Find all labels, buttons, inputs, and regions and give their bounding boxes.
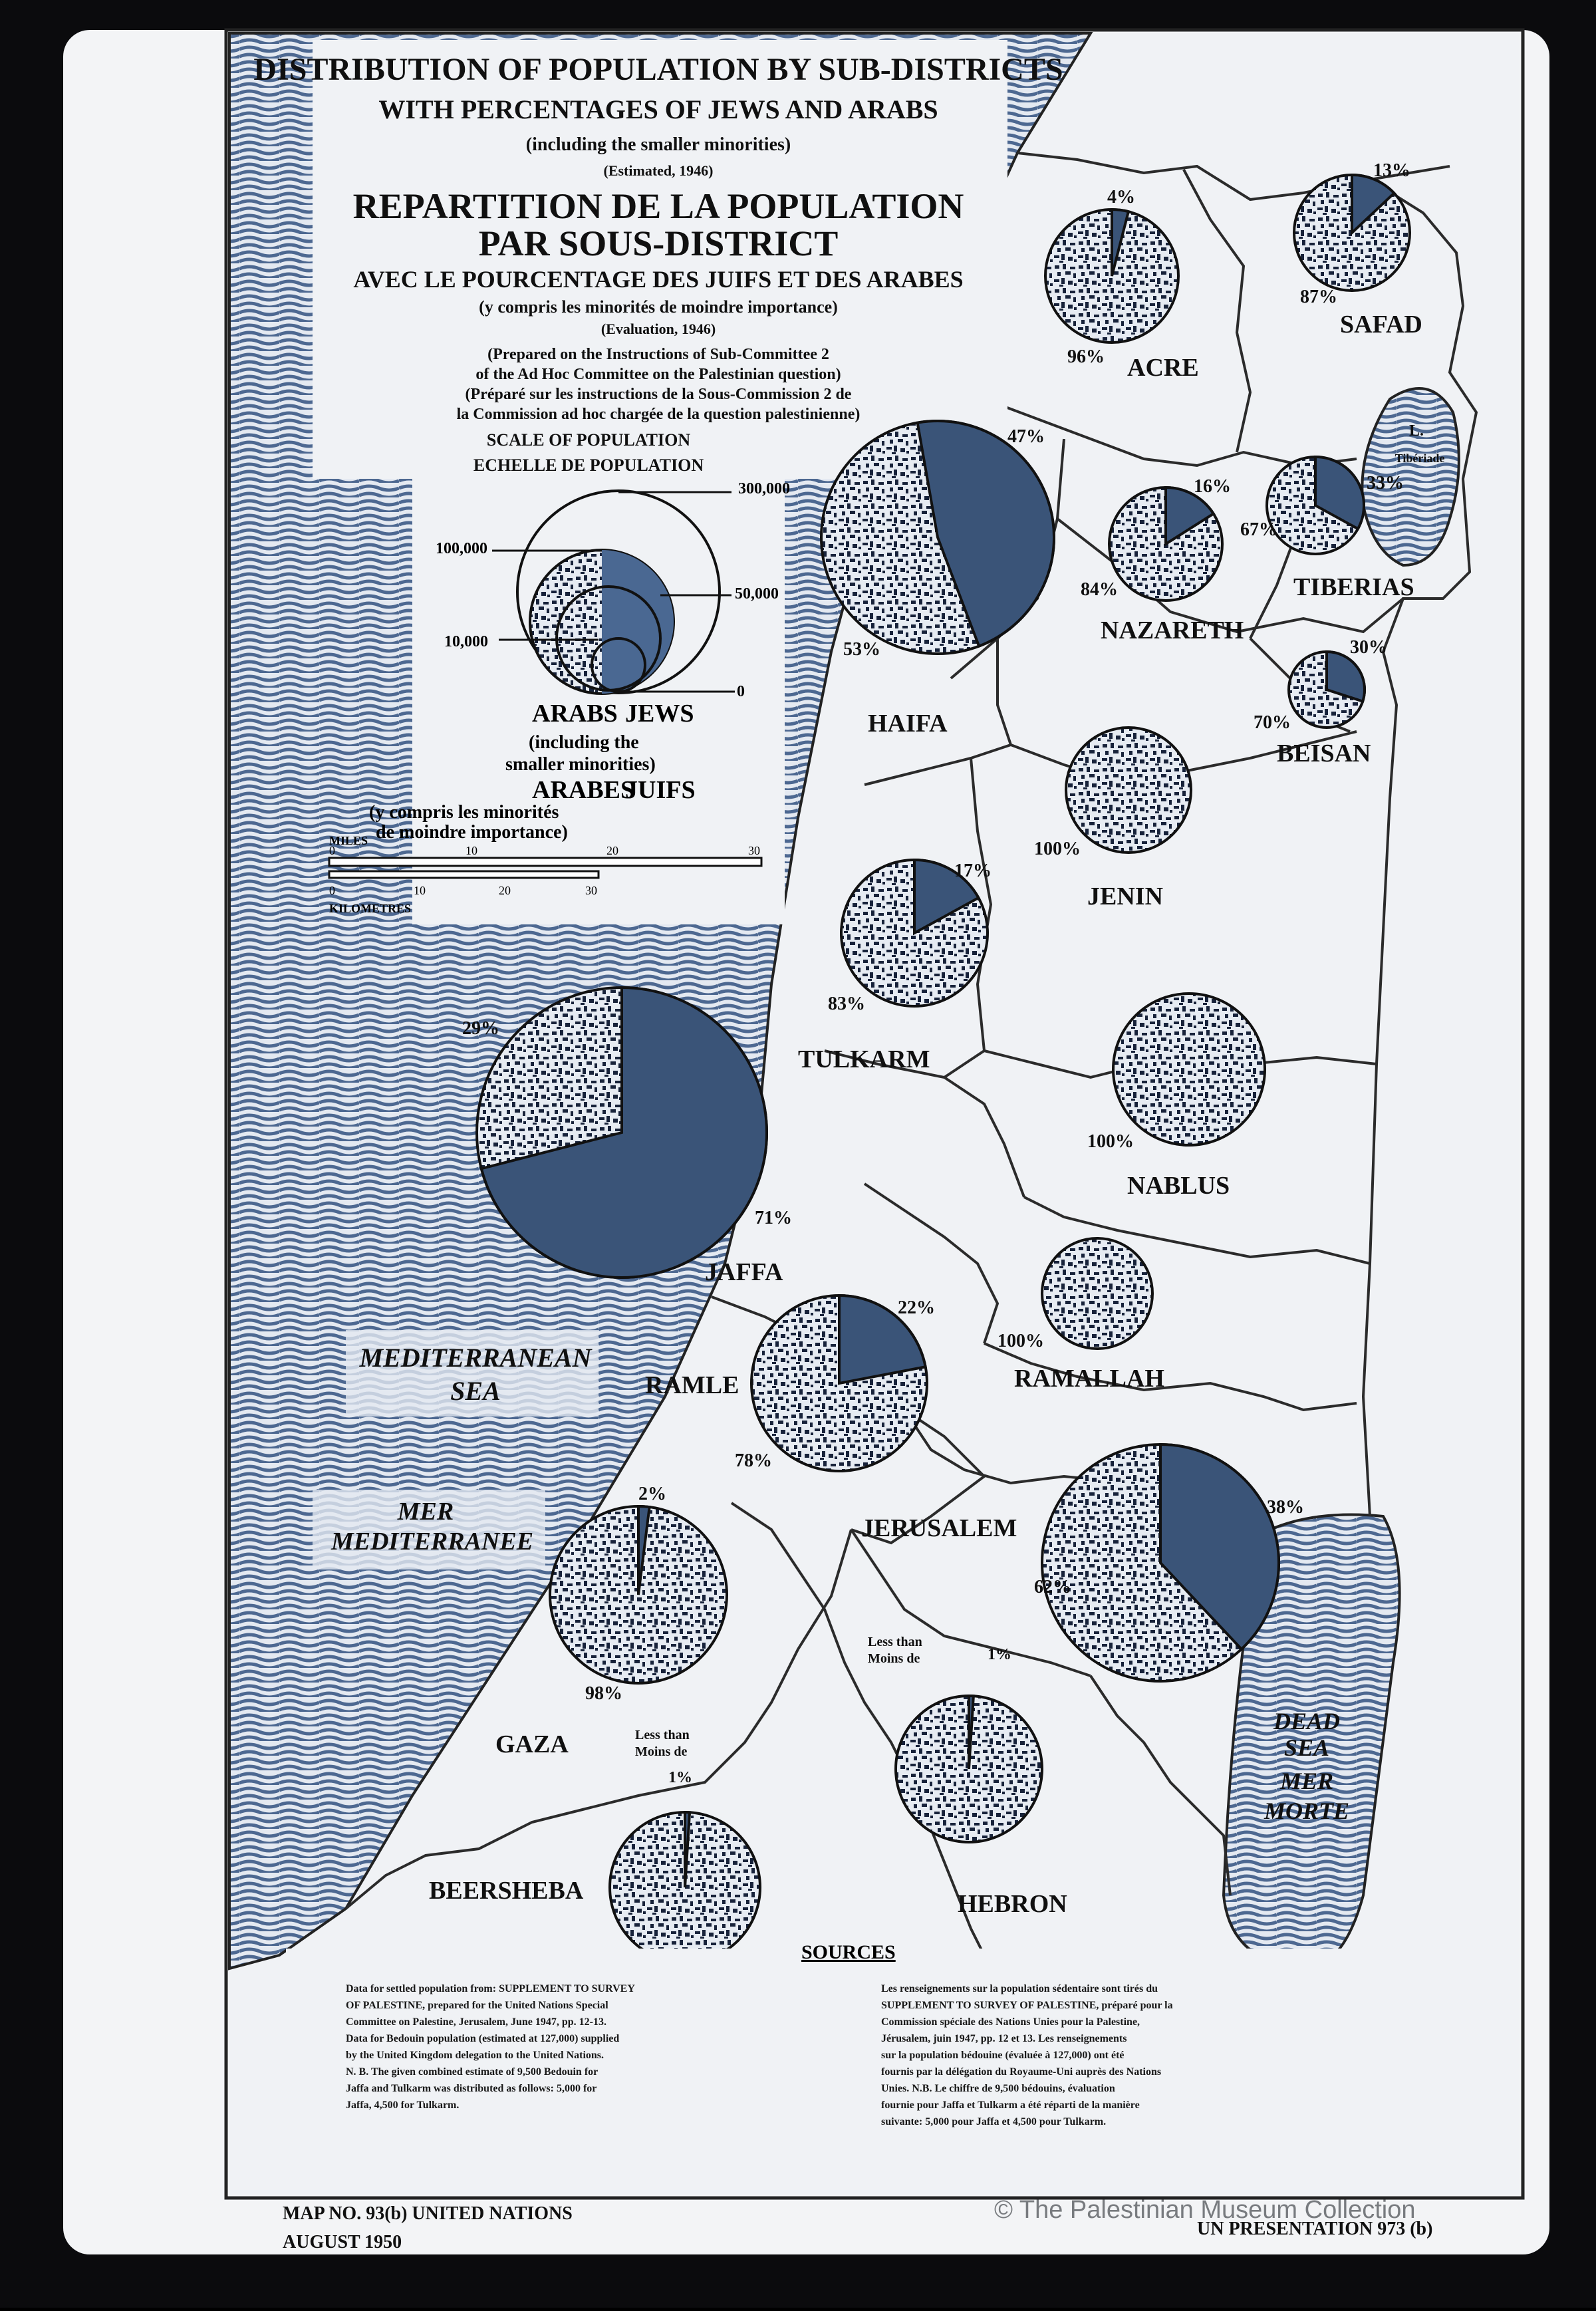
- scale-fr: ECHELLE DE POPULATION: [473, 456, 704, 475]
- label-safad: SAFAD: [1340, 311, 1422, 339]
- src-fr-5: sur la population bédouine (évaluée à 127,000) ont été: [881, 2050, 1125, 2061]
- pie-jenin-arabs: [1066, 728, 1191, 853]
- src-fr-1: Les renseignements sur la population sédentaire sont tirés du: [881, 1983, 1158, 1994]
- legend-incl-2: smaller minorities): [505, 754, 656, 775]
- legend-arabs: ARABS: [532, 700, 618, 728]
- prep-3: (Préparé sur les instructions de la Sous-Commission 2 de: [465, 386, 852, 403]
- src-en-2: OF PALESTINE, prepared for the United Nations Special: [346, 2000, 608, 2011]
- label-nablus: NABLUS: [1127, 1172, 1230, 1200]
- legend-v0: 0: [737, 683, 745, 700]
- legend-ycompris-1: (y compris les minorités: [369, 802, 559, 823]
- label-jaffa: JAFFA: [705, 1258, 783, 1286]
- title-fr-4: (y compris les minorités de moindre importance): [479, 297, 838, 317]
- sources-heading: SOURCES: [801, 1941, 896, 1963]
- pct-jenin-a: 100%: [1034, 839, 1081, 859]
- label-beisan: BEISAN: [1277, 740, 1371, 767]
- label-jenin: JENIN: [1087, 883, 1164, 910]
- pct-beisan-a: 70%: [1254, 712, 1291, 733]
- hebron-note-1: Less than: [868, 1635, 922, 1649]
- pct-nazareth-j: 16%: [1194, 476, 1231, 497]
- pct-haifa-j: 47%: [1007, 426, 1045, 447]
- src-fr-7: Unies. N.B. Le chiffre de 9,500 bédouins, évaluation: [881, 2083, 1115, 2094]
- pct-nazareth-a: 84%: [1081, 579, 1118, 600]
- pct-acre-a: 96%: [1067, 346, 1105, 367]
- scale-en: SCALE OF POPULATION: [486, 430, 691, 450]
- sea-dead-3: MER: [1279, 1768, 1334, 1794]
- pct-jaffa-j: 71%: [755, 1208, 792, 1228]
- label-tulkarm: TULKARM: [798, 1045, 930, 1073]
- src-fr-9: suivante: 5,000 pour Jaffa et 4,500 pour Tulkarm.: [881, 2116, 1107, 2127]
- legend-v10000: 10,000: [444, 633, 488, 650]
- beersheba-note-1: Less than: [635, 1728, 690, 1742]
- sea-med-1: MEDITERRANEAN: [359, 1343, 592, 1373]
- legend-v300000: 300,000: [738, 480, 790, 497]
- pct-jerusalem-j: 38%: [1267, 1497, 1304, 1518]
- lake-label-2: Tibériade: [1395, 452, 1445, 465]
- label-tiberias: TIBERIAS: [1293, 573, 1414, 601]
- title-fr-1: REPARTITION DE LA POPULATION: [352, 186, 964, 226]
- beersheba-note-2: Moins de: [635, 1744, 688, 1759]
- k20: 20: [499, 884, 511, 897]
- hebron-note-2: Moins de: [868, 1651, 920, 1666]
- watermark: © The Palestinian Museum Collection: [994, 2196, 1416, 2224]
- footer-date: AUGUST 1950: [283, 2232, 402, 2252]
- label-gaza: GAZA: [495, 1730, 569, 1758]
- pct-tulkarm-a: 83%: [828, 994, 865, 1014]
- label-hebron: HEBRON: [958, 1890, 1067, 1918]
- label-beersheba: BEERSHEBA: [429, 1877, 584, 1905]
- pct-beersheba-j: 1%: [668, 1769, 692, 1786]
- title-en-3: (including the smaller minorities): [525, 134, 791, 155]
- m20: 20: [606, 844, 618, 857]
- title-fr-2: PAR SOUS-DISTRICT: [478, 223, 839, 263]
- k10: 10: [414, 884, 426, 897]
- src-fr-4: Jérusalem, juin 1947, pp. 12 et 13. Les renseignements: [881, 2033, 1127, 2044]
- title-fr-3: AVEC LE POURCENTAGE DES JUIFS ET DES ARABES: [353, 266, 964, 293]
- pct-hebron-j: 1%: [988, 1646, 1011, 1663]
- title-en-2: WITH PERCENTAGES OF JEWS AND ARABS: [378, 94, 938, 124]
- legend-incl-1: (including the: [529, 732, 639, 753]
- miles-label: MILES: [329, 834, 368, 847]
- pct-safad-j: 13%: [1373, 160, 1410, 181]
- src-fr-6: fournis par la délégation du Royaume-Uni auprès des Nations: [881, 2066, 1162, 2078]
- title-en-4: (Estimated, 1946): [603, 162, 714, 179]
- m0: 0: [329, 844, 335, 857]
- label-acre: ACRE: [1127, 354, 1199, 382]
- pie-nablus-arabs: [1113, 994, 1265, 1145]
- title-fr-5: (Evaluation, 1946): [600, 321, 716, 337]
- sea-mer-2: MEDITERRANEE: [331, 1528, 534, 1556]
- pct-gaza-a: 98%: [585, 1683, 622, 1704]
- prep-2: of the Ad Hoc Committee on the Palestinian question): [475, 366, 841, 383]
- src-en-5: by the United Kingdom delegation to the United Nations.: [346, 2050, 604, 2061]
- src-en-6: N. B. The given combined estimate of 9,500 Bedouin for: [346, 2066, 598, 2078]
- title-en-1: DISTRIBUTION OF POPULATION BY SUB-DISTRICTS: [253, 52, 1063, 87]
- legend-v50000: 50,000: [735, 585, 779, 603]
- label-ramle: RAMLE: [645, 1371, 739, 1399]
- sources-box: [286, 1949, 1506, 2141]
- label-jerusalem: JERUSALEM: [861, 1514, 1017, 1542]
- footer-map-no: MAP NO. 93(b) UNITED NATIONS: [283, 2203, 573, 2224]
- src-fr-8: fournie pour Jaffa et Tulkarm a été réparti de la manière: [881, 2100, 1140, 2111]
- pct-ramle-j: 22%: [898, 1297, 935, 1318]
- m30: 30: [748, 844, 760, 857]
- lake-label-1: L.: [1408, 422, 1424, 440]
- pie-ramallah-arabs: [1042, 1238, 1152, 1349]
- src-fr-2: SUPPLEMENT TO SURVEY OF PALESTINE, préparé pour la: [881, 2000, 1173, 2011]
- pct-gaza-j: 2%: [638, 1484, 666, 1504]
- km-label: KILOMETRES: [329, 902, 412, 915]
- pct-ramallah-a: 100%: [998, 1331, 1044, 1351]
- legend-ycompris-2: de moindre importance): [376, 822, 568, 843]
- pct-safad-a: 87%: [1300, 287, 1337, 307]
- pct-acre-j: 4%: [1107, 187, 1135, 207]
- k30: 30: [585, 884, 597, 897]
- label-haifa: HAIFA: [868, 710, 948, 738]
- sea-dead-1: DEAD: [1273, 1708, 1341, 1734]
- pct-beisan-j: 30%: [1350, 637, 1387, 658]
- footer-presentation: UN PRESENTATION 973 (b): [1197, 2219, 1433, 2239]
- pct-nablus-a: 100%: [1087, 1131, 1134, 1152]
- label-nazareth: NAZARETH: [1101, 616, 1244, 644]
- pct-jaffa-a: 29%: [462, 1018, 499, 1039]
- pct-jerusalem-a: 62%: [1034, 1577, 1071, 1597]
- legend-juifs: JUIFS: [625, 776, 696, 804]
- legend-jews: JEWS: [625, 700, 694, 728]
- src-en-7: Jaffa and Tulkarm was distributed as follows: 5,000 for: [346, 2083, 597, 2094]
- sea-dead-2: SEA: [1283, 1734, 1330, 1761]
- sea-mer-1: MER: [397, 1498, 454, 1526]
- pct-haifa-a: 53%: [843, 639, 880, 660]
- legend-arabes: ARABES: [532, 776, 635, 804]
- k0: 0: [329, 884, 335, 897]
- label-ramallah: RAMALLAH: [1014, 1365, 1164, 1393]
- pct-tulkarm-j: 17%: [954, 861, 992, 881]
- legend-v100000: 100,000: [436, 540, 487, 557]
- sea-med-2: SEA: [450, 1376, 501, 1406]
- m10: 10: [466, 844, 477, 857]
- pct-ramle-a: 78%: [735, 1450, 772, 1471]
- prep-1: (Prepared on the Instructions of Sub-Committee 2: [487, 346, 829, 363]
- src-en-8: Jaffa, 4,500 for Tulkarm.: [346, 2100, 460, 2111]
- src-en-3: Committee on Palestine, Jerusalem, June 1947, pp. 12-13.: [346, 2016, 606, 2028]
- src-en-4: Data for Bedouin population (estimated at 127,000) supplied: [346, 2033, 620, 2044]
- sea-dead-4: MORTE: [1264, 1798, 1350, 1824]
- src-fr-3: Commission spéciale des Nations Unies pour la Palestine,: [881, 2016, 1140, 2028]
- src-en-1: Data for settled population from: SUPPLEMENT TO SURVEY: [346, 1983, 635, 1994]
- pct-tiberias-j: 33%: [1367, 473, 1404, 493]
- prep-4: la Commission ad hoc chargée de la question palestinienne): [456, 406, 861, 423]
- pct-tiberias-a: 67%: [1240, 519, 1277, 540]
